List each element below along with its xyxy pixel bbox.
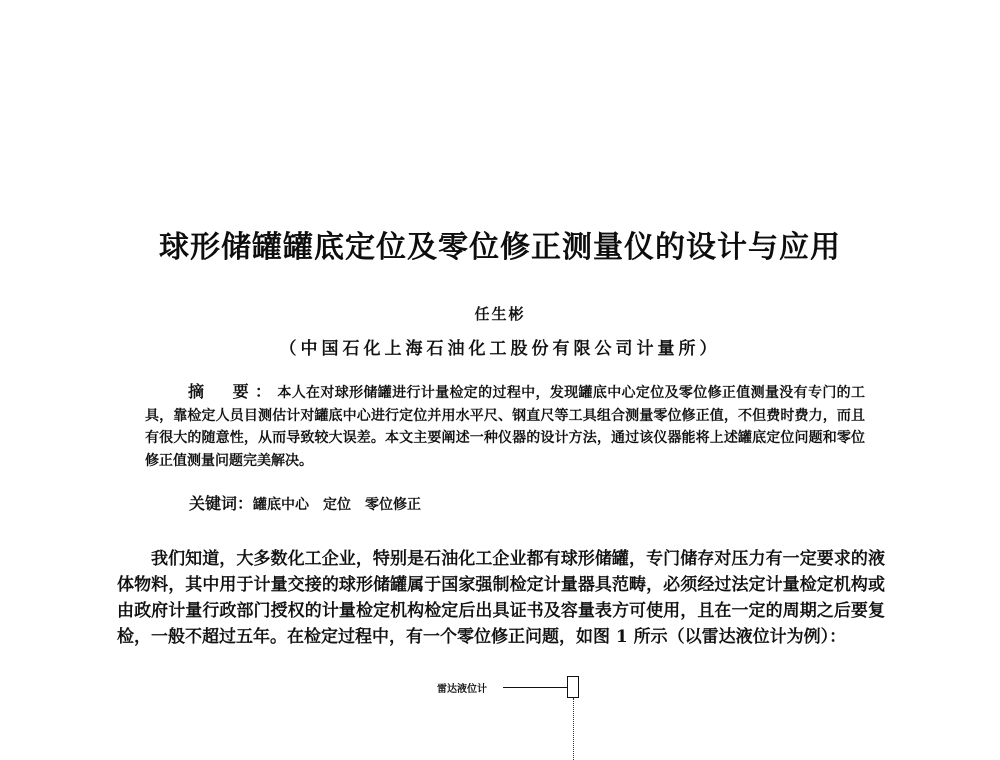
keywords-label: 关键词：: [189, 494, 254, 513]
figure-1: [420, 670, 620, 760]
author-affiliation: （中国石化上海石油化工股份有限公司计量所）: [279, 339, 721, 359]
keyword-item: 定位: [323, 497, 352, 513]
abstract-block: [145, 381, 865, 473]
author-name: 任生彬: [474, 305, 526, 323]
radar-gauge-icon: [567, 676, 579, 698]
figure-label-radar-level-gauge: 雷达液位计: [437, 684, 487, 695]
keywords-block: [189, 491, 435, 514]
paper-title: 球形储罐罐底定位及零位修正测量仪的设计与应用: [159, 230, 841, 265]
abstract-text: 本人在对球形储罐进行计量检定的过程中，发现罐底中心定位及零位修正值测量没有专门的工具，靠检定人员目测估计对罐底中心进行定位并用水平尺、钢直尺等工具组合测量零位修正值，不但费时费力，而且有很大的随意性，从而导致较大误差。本文主要阐述一种仪器的设计方法，通过该仪器能将上述罐底定位问题和零位修正值测量问题完美解决。: [145, 385, 865, 470]
figure-dotted-axis: [573, 698, 574, 760]
keyword-item: 零位修正: [365, 497, 422, 513]
abstract-label: 摘 要：: [188, 382, 278, 401]
keyword-item: 罐底中心: [253, 497, 310, 513]
body-paragraph: 我们知道，大多数化工企业，特别是石油化工企业都有球形储罐，专门储存对压力有一定要求的液体物料，其中用于计量交接的球形储罐属于国家强制检定计量器具范畴，必须经过法定计量检定机构或由政府计量行政部门授权的计量检定机构检定后出具证书及容量表方可使用，且在一定的周期之后要复检，一般不超过五年。在检定过程中，有一个零位修正问题，如图 1 所示（以雷达液位计为例）：: [117, 549, 885, 647]
figure-leader-line: [503, 687, 567, 688]
